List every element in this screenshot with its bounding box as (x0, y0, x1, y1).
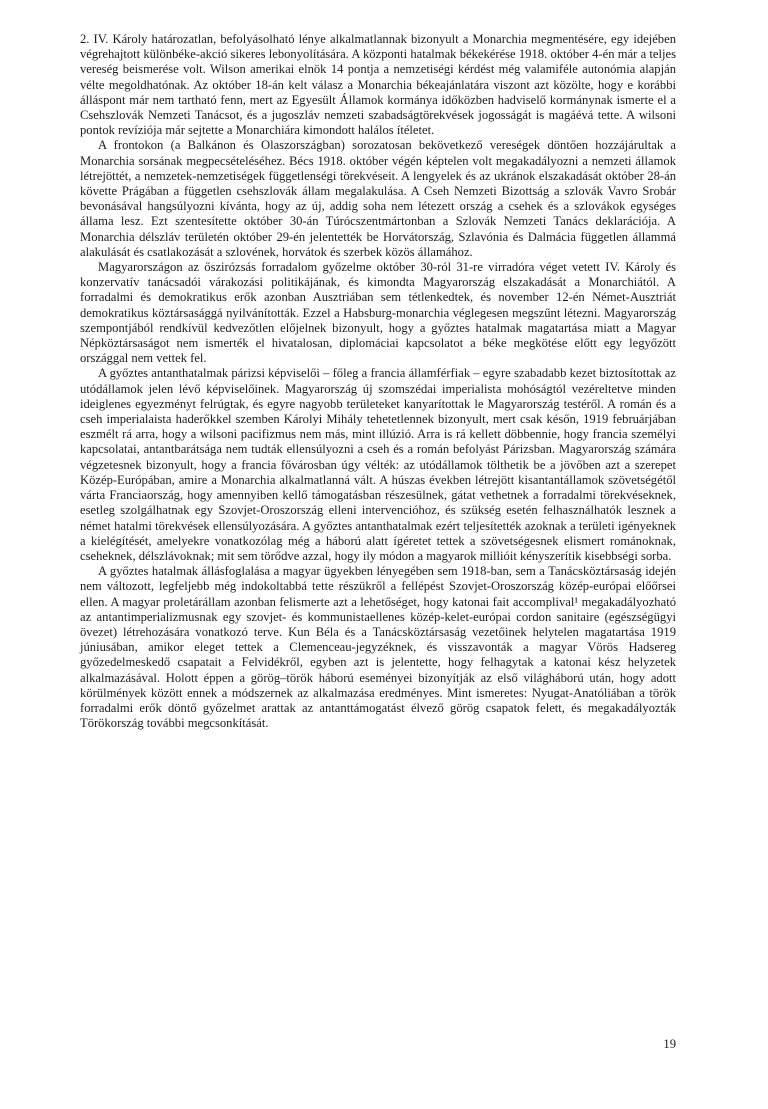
paragraph-3: Magyarországon az őszirózsás forradalom győzelme október 30-ról 31-re virradóra véget vetett IV. Károly és konzervatív tanácsadói várakozási politikájának, és kimondta Magyarország elszakadását a Monarchiától. A forradalmi és demokratikus erők azonban Ausztriában sem tétlenkedtek, és november 12-én Német-Ausztriát demokratikus köztársasággá nyilvánították. Ezzel a Habsburg-monarchia véglegesen megszűnt létezni. Magyarország szempontjából rendkívül kedvezőtlen előjelnek bizonyult, hogy a győztes hatalmak magatartása miatt a Magyar Népköztársaságot nem ismerték el hivatalosan, diplomáciai kapcsolatot a béke megkötése előtt egy legyőzött országgal nem vettek fel. (80, 260, 676, 366)
paragraph-5: A győztes hatalmak állásfoglalása a magyar ügyekben lényegében sem 1918-ban, sem a Tanácsköztársaság idején nem változott, legfeljebb még indokoltabbá tette részükről a fellépést Szovjet-Oroszország közép-európai előőrsei ellen. A magyar proletárállam azonban felismerte azt a lehetőséget, hogy katonai fait accomplival¹ megakadályozható az antantimperializmusnak egy szovjet- és kommunistaellenes közép-kelet-európai cordon sanitaire (egészségügyi övezet) létrehozására vonatkozó terve. Kun Béla és a Tanácsköztársaság vezetőinek helytelen magatartása 1919 júniusában, amikor eleget tettek a Clemenceau-jegyzéknek, és visszavonták a magyar Vörös Hadsereg győzedelmeskedő csapatait a Felvidékről, egyben azt is jelentette, hogy felhagytak a katonai kész helyzetek alkalmazásával. Holott éppen a görög–török háború eseményei bizonyítják az első világháború után, hogy adott körülmények között ennek a módszernek az alkalmazása eredményes. Mint ismeretes: Nyugat-Anatóliában a török forradalmi erők döntő győzelmet arattak az antanttámogatást élvező görög csapatok felett, és megakadályozták Törökország további megcsonkítását. (80, 564, 676, 731)
paragraph-2: A frontokon (a Balkánon és Olaszországban) sorozatosan bekövetkező vereségek döntően hozzájárultak a Monarchia sorsának megpecsételéséhez. Bécs 1918. október végén képtelen volt megakadályozni a nemzeti államok létrejöttét, a nemzetek-nemzetiségek függetlenségi törekvéseit. A lengyelek és az ukránok elszakadását október 28-án követte Prágában a független csehszlovák állam megalakulása. A Cseh Nemzeti Bizottság a szlovák Vavro Srobár bevonásával hangsúlyozni kívánta, hogy az új, addig soha nem létezett ország a csehek és a szlovákok egységes állama lesz. Ezt szentesítette október 30-án Túrócszentmártonban a Szlovák Nemzeti Tanács deklarációja. A Monarchia délszláv területén október 29-én jelentették be Horvátország, Szlavónia és Dalmácia független állammá alakulását és csatlakozását a szlovének, horvátok és szerbek közös államához. (80, 138, 676, 259)
page-number: 19 (663, 1037, 676, 1051)
paragraph-4: A győztes antanthatalmak párizsi képviselői – főleg a francia államférfiak – egyre szabadabb kezet biztosítottak az utódállamok jelen lévő képviselőinek. Magyarország új szomszédai imperialista mohóságtól vezéreltetve minden ideiglenes egyezményt felrúgtak, és egyre nagyobb területeket kanyarítottak le Magyarország testéről. A román és a cseh imperialaista haderőkkel szemben Károlyi Mihály tehetetlennek bizonyult, mert csak későn, 1919 februárjában eszmélt rá arra, hogy a wilsoni pacifizmus nem más, mint illúzió. Arra is rá kellett döbbennie, hogy francia személyi kapcsolatai, antantbarátsága nem tudták ellensúlyozni a cseh és a román befolyást Párizsban. Magyarország számára végzetesnek bizonyult, hogy a francia fővárosban úgy vélték: az utódállamok tölthetik be a jövőben azt a szerepet Közép-Európában, amire a Monarchia alkalmatlanná vált. A húszas években létrejött kisantantállamok szövetségétől várta Franciaország, hogy amennyiben kellő támogatásban részesülnek, gátat vethetnek a forradalmi törekvéseknek, esetleg szolgálhatnak egy Szovjet-Oroszország elleni intervencióhoz, és szükség esetén felhasználhatók lesznek a német hatalmi törekvések ellensúlyozására. A győztes antanthatalmak ezért teljesítették azoknak a területi igényeknek a kielégítését, amelyekre vonatkozólag még a háború alatt ígéretet tettek a szövetségesnek elismert románoknak, cseheknek, délszlávoknak; mit sem törődve azzal, hogy ily módon a magyarok millióit kényszerítik kisebbségi sorba. (80, 366, 676, 563)
paragraph-1: 2. IV. Károly határozatlan, befolyásolható lénye alkalmatlannak bizonyult a Monarchia megmentésére, egy idejében végrehajtott különbéke-akció sikeres lebonyolítására. A központi hatalmak békekérése 1918. október 4-én már a teljes vereség beismerése volt. Wilson amerikai elnök 14 pontja a nemzetiségi kérdést még valamiféle autonómia alapján vélte megoldhatónak. Az október 18-án kelt válasz a Monarchia békeajánlatára viszont azt közölte, hogy e korábbi álláspont már nem tartható fenn, mert az Egyesült Államok kormánya időközben hadviselő kormánynak ismerte el a Csehszlovák Nemzeti Tanácsot, és a jugoszláv nemzeti szabadságtörekvések jogosságát is magáévá tette. A wilsoni pontok revíziója már sejtette a Monarchiára kimondott halálos ítéletet. (80, 32, 676, 138)
body-text (80, 32, 676, 731)
